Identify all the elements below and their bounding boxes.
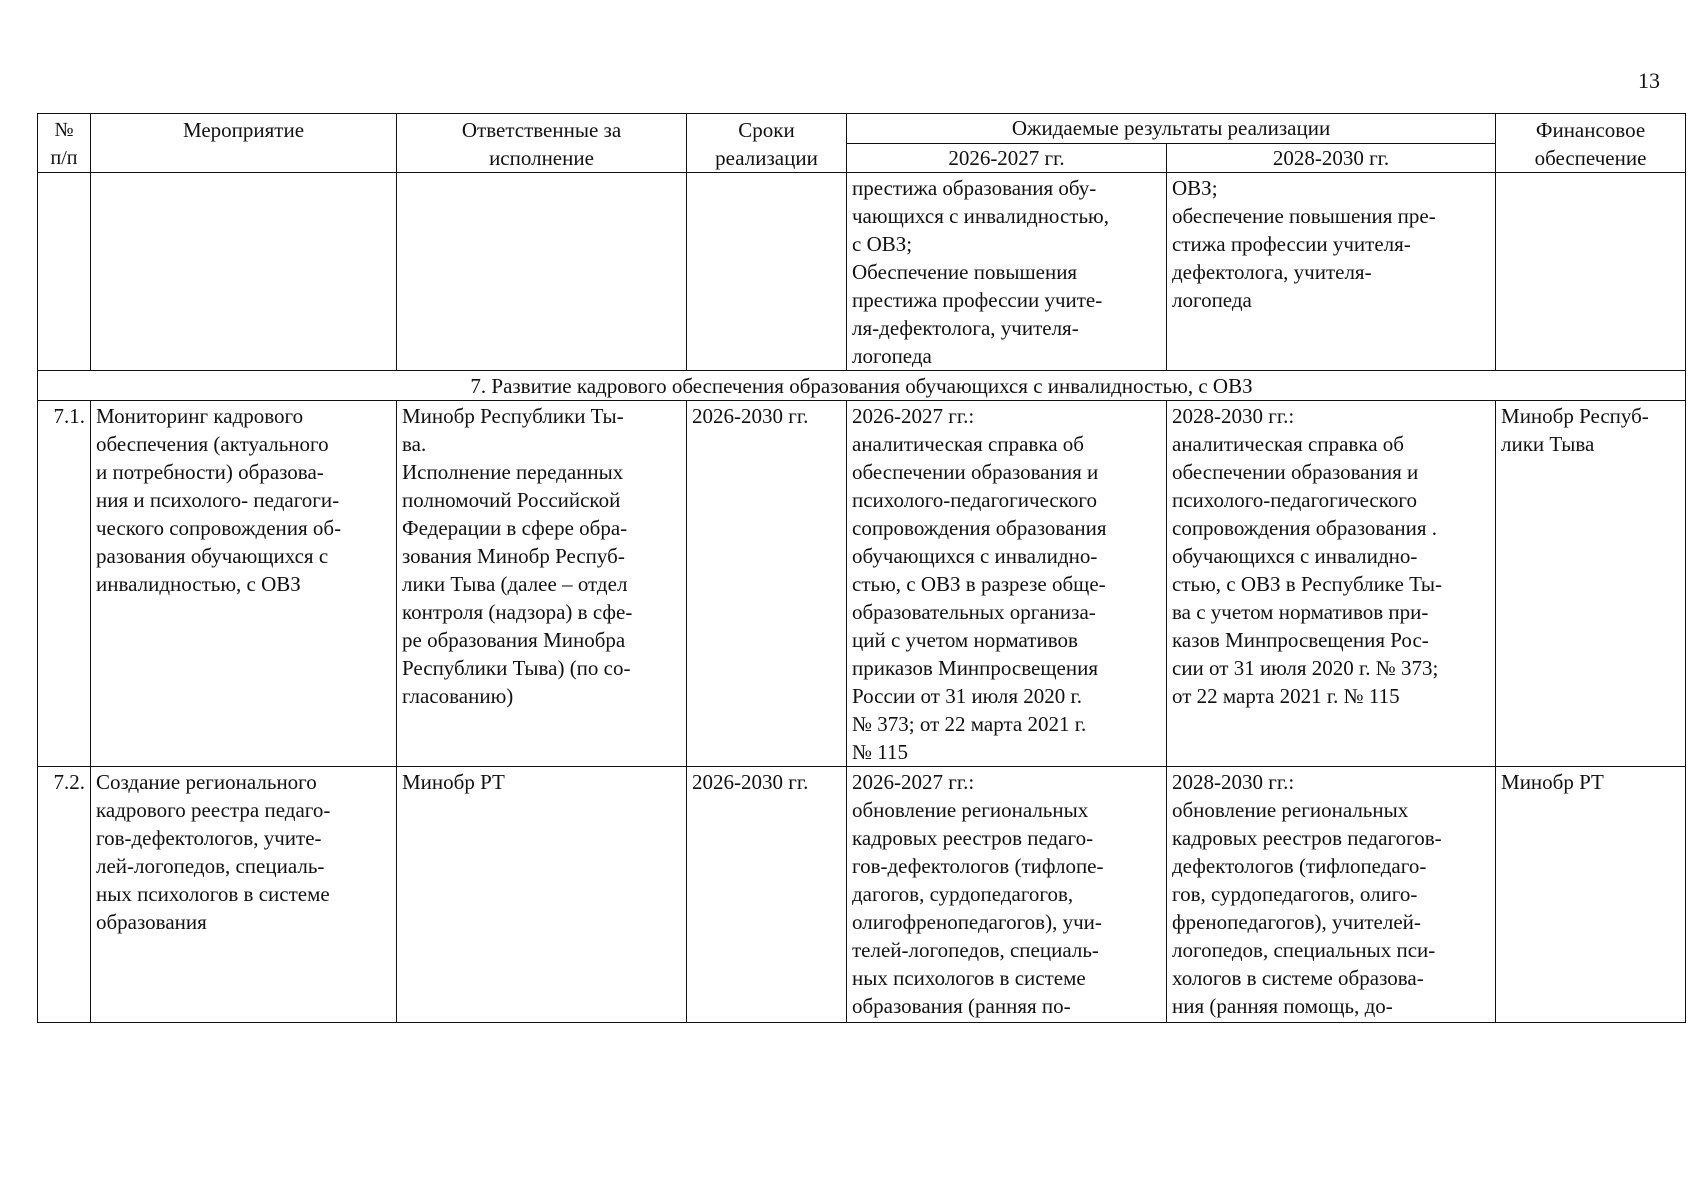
header-num: № п/п (38, 114, 91, 173)
cell-responsible (397, 173, 687, 371)
cell-num (38, 173, 91, 371)
cell-result-2028-2030: 2028-2030 гг.: обновление региональных кадровых реестров педагогов- дефектологов (тифлопедаго- гов, сурдопедагогов, олиго- френопедагогов), учителей- логопедов, специальных пси- хологов в системе образова- ния (ранняя помощь, до- (1167, 767, 1496, 1023)
section-title: 7. Развитие кадрового обеспечения образования обучающихся с инвалидностью, с ОВЗ (38, 371, 1686, 401)
cell-result-2026-2027: престижа образования обу- чающихся с инвалидностью, с ОВЗ; Обеспечение повышения престижа профессии учите- ля-дефектолога, учителя- логопеда (847, 173, 1167, 371)
header-period-2026-2027: 2026-2027 гг. (847, 143, 1167, 173)
cell-responsible: Минобр Республики Ты- ва. Исполнение переданных полномочий Российской Федерации в сфере обра- зования Минобр Респуб- лики Тыва (далее – отдел контроля (надзора) в сфе- ре образования Минобра Республики Тыва) (по со- гласованию) (397, 401, 687, 767)
header-expected-results: Ожидаемые результаты реализации (847, 114, 1496, 144)
continuation-row (38, 173, 1686, 371)
cell-num: 7.1. (38, 401, 91, 767)
cell-num: 7.2. (38, 767, 91, 1023)
plan-table (37, 113, 1686, 1023)
header-responsible: Ответственные за исполнение (397, 114, 687, 173)
cell-finance: Минобр Респуб- лики Тыва (1496, 401, 1686, 767)
cell-terms: 2026-2030 гг. (687, 767, 847, 1023)
section-row (38, 371, 1686, 401)
cell-result-2028-2030: 2028-2030 гг.: аналитическая справка об обеспечении образования и психолого-педагогического сопровождения образования . обучающихся с инвалидно- стью, с ОВЗ в Республике Ты- ва с учетом нормативов при- казов Минпросвещения Рос- сии от 31 июля 2020 г. № 373; от 22 марта 2021 г. № 115 (1167, 401, 1496, 767)
cell-event: Мониторинг кадрового обеспечения (актуального и потребности) образова- ния и психолого- педагоги- ческого сопровождения об- разования обучающихся с инвалидностью, с ОВЗ (91, 401, 397, 767)
cell-finance: Минобр РТ (1496, 767, 1686, 1023)
cell-event (91, 173, 397, 371)
cell-result-2026-2027: 2026-2027 гг.: аналитическая справка об обеспечении образования и психолого-педагогического сопровождения образования обучающихся с инвалидно- стью, с ОВЗ в разрезе обще- образовательных организа- ций с учетом нормативов приказов Минпросвещения России от 31 июля 2020 г. № 373; от 22 марта 2021 г. № 115 (847, 401, 1167, 767)
cell-result-2026-2027: 2026-2027 гг.: обновление региональных кадровых реестров педаго- гов-дефектологов (тифлопе- дагогов, сурдопедагогов, олигофренопедагогов), учи- телей-логопедов, специаль- ных психологов в системе образования (ранняя по- (847, 767, 1167, 1023)
cell-responsible: Минобр РТ (397, 767, 687, 1023)
header-event: Мероприятие (91, 114, 397, 173)
header-finance: Финансовое обеспечение (1496, 114, 1686, 173)
cell-terms (687, 173, 847, 371)
page-number: 13 (1638, 68, 1660, 93)
cell-finance (1496, 173, 1686, 371)
cell-terms: 2026-2030 гг. (687, 401, 847, 767)
table-row (38, 767, 1686, 1023)
cell-result-2028-2030: ОВЗ; обеспечение повышения пре- стижа профессии учителя- дефектолога, учителя- логопеда (1167, 173, 1496, 371)
table-row (38, 401, 1686, 767)
header-period-2028-2030: 2028-2030 гг. (1167, 143, 1496, 173)
header-terms: Сроки реализации (687, 114, 847, 173)
cell-event: Создание регионального кадрового реестра педаго- гов-дефектологов, учите- лей-логопедов, специаль- ных психологов в системе образования (91, 767, 397, 1023)
